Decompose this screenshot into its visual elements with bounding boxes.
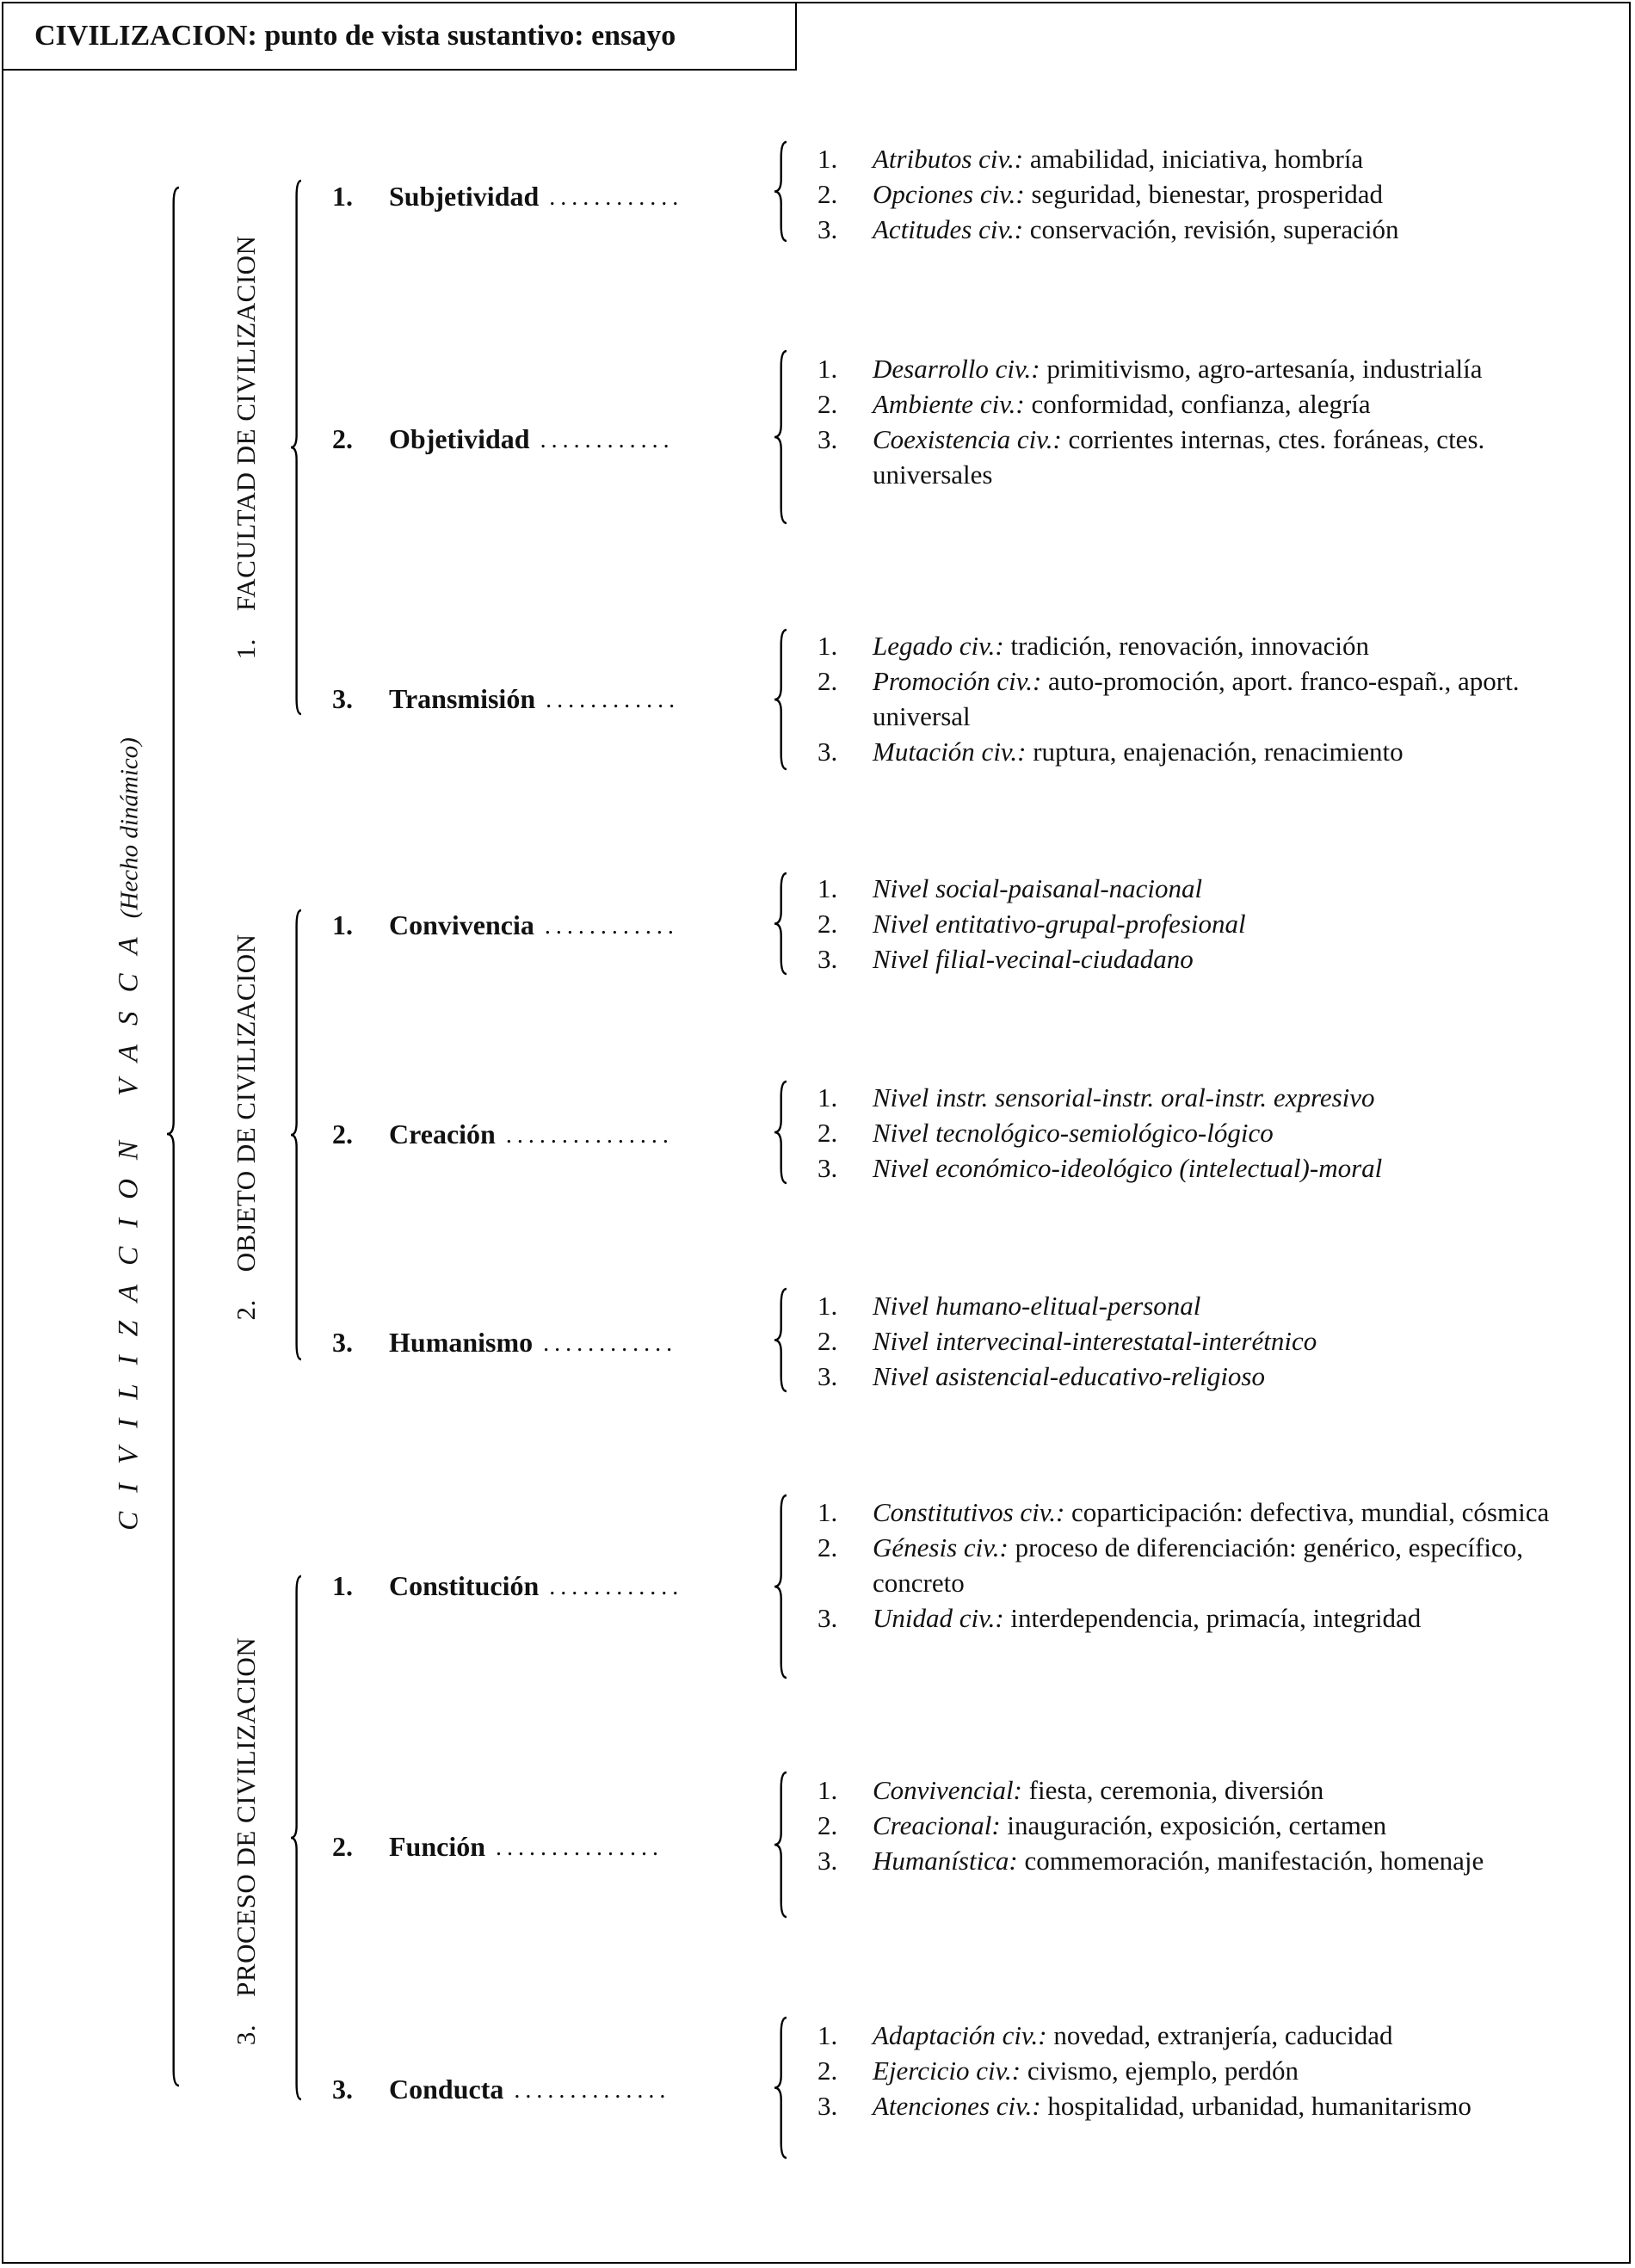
list-item (818, 2088, 1558, 2123)
section-number: 3. (231, 2024, 261, 2046)
section-label-1 (231, 236, 262, 660)
item-category: Nivel intervecinal-interestatal-interétnico (873, 1326, 1317, 1356)
list-item (818, 1359, 1558, 1394)
item-category: Nivel filial-vecinal-ciudadano (873, 944, 1194, 974)
list-item (818, 663, 1558, 734)
item-category: Atributos civ.: (873, 144, 1024, 174)
main-brace (167, 188, 179, 2086)
sub-item-3-1 (332, 1568, 780, 1603)
item-text: ruptura, enajenación, renacimiento (1026, 736, 1404, 767)
list-item (818, 351, 1558, 386)
section-title: OBJETO DE CIVILIZACION (231, 934, 261, 1273)
item-text: corrientes internas, ctes. foráneas, ctes. universales (873, 424, 1485, 490)
sub-label: Objetividad (389, 423, 530, 454)
list-item (818, 422, 1558, 492)
sub-number: 1. (332, 909, 353, 940)
list-item (818, 141, 1558, 176)
item-text: interdependencia, primacía, integridad (1003, 1603, 1422, 1633)
list-item (818, 941, 1558, 977)
item-text: auto-promoción, aport. franco-españ., aport. universal (873, 666, 1520, 731)
list-item (818, 734, 1558, 769)
list-item (818, 1772, 1558, 1808)
item-number: 1. (818, 631, 838, 661)
sub-label: Creación (389, 1119, 496, 1149)
item-category: Génesis civ.: (873, 1532, 1009, 1562)
item-category: Ejercicio civ.: (873, 2055, 1021, 2086)
item-number: 1. (818, 144, 838, 174)
sub-number: 2. (332, 1831, 353, 1862)
item-category: Atenciones civ.: (873, 2091, 1041, 2121)
list-item (818, 2018, 1558, 2053)
list-item (818, 2053, 1558, 2088)
item-category: Desarrollo civ.: (873, 354, 1040, 384)
sub-number: 1. (332, 181, 353, 212)
sub-label: Convivencia (389, 909, 534, 940)
sub-item-2-2 (332, 1117, 780, 1151)
item-number: 2. (818, 1326, 838, 1356)
item-number: 1. (818, 354, 838, 384)
section-number: 1. (231, 638, 261, 660)
list-item (818, 1495, 1558, 1530)
sub-item-3-2 (332, 1829, 780, 1864)
sub-label: Constitución (389, 1570, 540, 1601)
section-label-2 (231, 934, 262, 1321)
item-category: Legado civ.: (873, 631, 1004, 661)
item-category: Mutación civ.: (873, 736, 1027, 767)
item-number: 2. (818, 1810, 838, 1840)
item-list-3-1 (818, 1495, 1558, 1636)
item-list-2-1 (818, 871, 1558, 977)
list-item (818, 1530, 1558, 1600)
list-item (818, 212, 1558, 247)
list-item (818, 1080, 1558, 1115)
item-text: primitivismo, agro-artesanía, industrialía (1040, 354, 1483, 384)
item-category: Humanística: (873, 1846, 1018, 1876)
item-number: 3. (818, 944, 838, 974)
list-item (818, 1150, 1558, 1186)
item-number: 3. (818, 1361, 838, 1391)
leader-dots: ............... (496, 1834, 664, 1861)
item-text: conformidad, confianza, alegría (1024, 389, 1371, 419)
item-number: 2. (818, 179, 838, 209)
item-category: Actitudes civ.: (873, 214, 1024, 244)
section-brace-3 (291, 1576, 301, 2099)
list-item (818, 1808, 1558, 1843)
item-category: Nivel económico-ideológico (intelectual)-moral (873, 1153, 1383, 1183)
item-number: 2. (818, 666, 838, 696)
item-text: coparticipación: defectiva, mundial, cósmica (1064, 1497, 1550, 1527)
leader-dots: ............ (543, 1330, 678, 1357)
section-title: PROCESO DE CIVILIZACION (231, 1636, 261, 1997)
sub-number: 2. (332, 1119, 353, 1149)
item-list-1-1 (818, 141, 1558, 247)
sub-item-2-3 (332, 1325, 780, 1359)
item-category: Coexistencia civ.: (873, 424, 1062, 454)
sub-label: Función (389, 1831, 486, 1862)
sub-item-1-1 (332, 179, 780, 213)
item-text: hospitalidad, urbanidad, humanitarismo (1040, 2091, 1472, 2121)
section-title: FACULTAD DE CIVILIZACION (231, 235, 261, 612)
item-category: Nivel asistencial-educativo-religioso (873, 1361, 1265, 1391)
item-text: proceso de diferenciación: genérico, específico, concreto (873, 1532, 1523, 1598)
item-text: fiesta, ceremonia, diversión (1021, 1775, 1324, 1805)
list-item (818, 628, 1558, 663)
sub-number: 3. (332, 683, 353, 714)
item-number: 3. (818, 424, 838, 454)
item-number: 2. (818, 389, 838, 419)
item-category: Nivel entitativo-grupal-profesional (873, 909, 1246, 939)
item-number: 2. (818, 1118, 838, 1148)
item-list-2-2 (818, 1080, 1558, 1186)
item-category: Unidad civ.: (873, 1603, 1004, 1633)
list-item (818, 1843, 1558, 1878)
item-text: commemoración, manifestación, homenaje (1017, 1846, 1484, 1876)
sub-label: Conducta (389, 2074, 504, 2105)
list-item (818, 906, 1558, 941)
leader-dots: ............ (540, 427, 675, 453)
item-category: Nivel humano-elitual-personal (873, 1291, 1201, 1321)
main-axis-label (114, 737, 145, 1531)
sub-label: Subjetividad (389, 181, 540, 212)
item-number: 1. (818, 1291, 838, 1321)
item-text: seguridad, bienestar, prosperidad (1024, 179, 1384, 209)
item-category: Opciones civ.: (873, 179, 1025, 209)
leader-dots: ............ (549, 184, 684, 211)
item-text: novedad, extranjería, caducidad (1046, 2020, 1393, 2050)
sub-item-2-1 (332, 908, 780, 942)
diagram-title: CIVILIZACION: punto de vista sustantivo: ensayo (2, 2, 797, 71)
item-category: Nivel social-paisanal-nacional (873, 873, 1203, 903)
item-category: Convivencial: (873, 1775, 1022, 1805)
item-list-2-3 (818, 1288, 1558, 1394)
item-number: 3. (818, 736, 838, 767)
section-brace-1 (291, 181, 301, 714)
sub-number: 1. (332, 1570, 353, 1601)
item-category: Ambiente civ.: (873, 389, 1025, 419)
sub-item-1-2 (332, 422, 780, 456)
item-number: 1. (818, 873, 838, 903)
item-text: amabilidad, iniciativa, hombría (1023, 144, 1364, 174)
sub-item-1-3 (332, 681, 780, 716)
sub-label: Transmisión (389, 683, 536, 714)
item-text: tradición, renovación, innovación (1003, 631, 1370, 661)
item-list-3-2 (818, 1772, 1558, 1878)
list-item (818, 1323, 1558, 1359)
main-axis-subtitle: (Hecho dinámico) (115, 737, 144, 919)
sub-number: 2. (332, 423, 353, 454)
item-category: Creacional: (873, 1810, 1001, 1840)
item-number: 2. (818, 909, 838, 939)
item-number: 2. (818, 1532, 838, 1562)
item-list-1-2 (818, 351, 1558, 492)
item-text: inauguración, exposición, certamen (1000, 1810, 1387, 1840)
item-number: 3. (818, 1153, 838, 1183)
item-number: 3. (818, 1846, 838, 1876)
item-number: 1. (818, 1497, 838, 1527)
item-number: 3. (818, 2091, 838, 2121)
section-number: 2. (231, 1299, 261, 1321)
list-item (818, 1600, 1558, 1636)
sub-label: Humanismo (389, 1327, 534, 1358)
item-category: Nivel instr. sensorial-instr. oral-instr. expresivo (873, 1082, 1375, 1112)
item-number: 1. (818, 2020, 838, 2050)
main-axis-title: CIVILIZACION VASCA (113, 918, 145, 1531)
item-category: Constitutivos civ.: (873, 1497, 1065, 1527)
sub-item-3-3 (332, 2072, 780, 2106)
item-category: Promoción civ.: (873, 666, 1042, 696)
section-label-3 (231, 1637, 262, 2045)
item-list-1-3 (818, 628, 1558, 769)
item-number: 1. (818, 1082, 838, 1112)
leader-dots: .............. (514, 2077, 671, 2104)
item-text: civismo, ejemplo, perdón (1021, 2055, 1299, 2086)
sub-number: 3. (332, 1327, 353, 1358)
list-item (818, 1115, 1558, 1150)
item-number: 2. (818, 2055, 838, 2086)
sub-number: 3. (332, 2074, 353, 2105)
list-item (818, 871, 1558, 906)
section-brace-2 (291, 910, 301, 1359)
item-number: 1. (818, 1775, 838, 1805)
item-number: 3. (818, 1603, 838, 1633)
item-category: Nivel tecnológico-semiológico-lógico (873, 1118, 1274, 1148)
item-category: Adaptación civ.: (873, 2020, 1047, 2050)
list-item (818, 386, 1558, 422)
leader-dots: ............ (549, 1574, 684, 1600)
item-list-3-3 (818, 2018, 1558, 2123)
item-number: 3. (818, 214, 838, 244)
item-text: conservación, revisión, superación (1023, 214, 1399, 244)
list-item (818, 1288, 1558, 1323)
list-item (818, 176, 1558, 212)
leader-dots: ............ (544, 913, 679, 940)
leader-dots: ............ (546, 687, 681, 713)
leader-dots: ............... (505, 1122, 674, 1149)
